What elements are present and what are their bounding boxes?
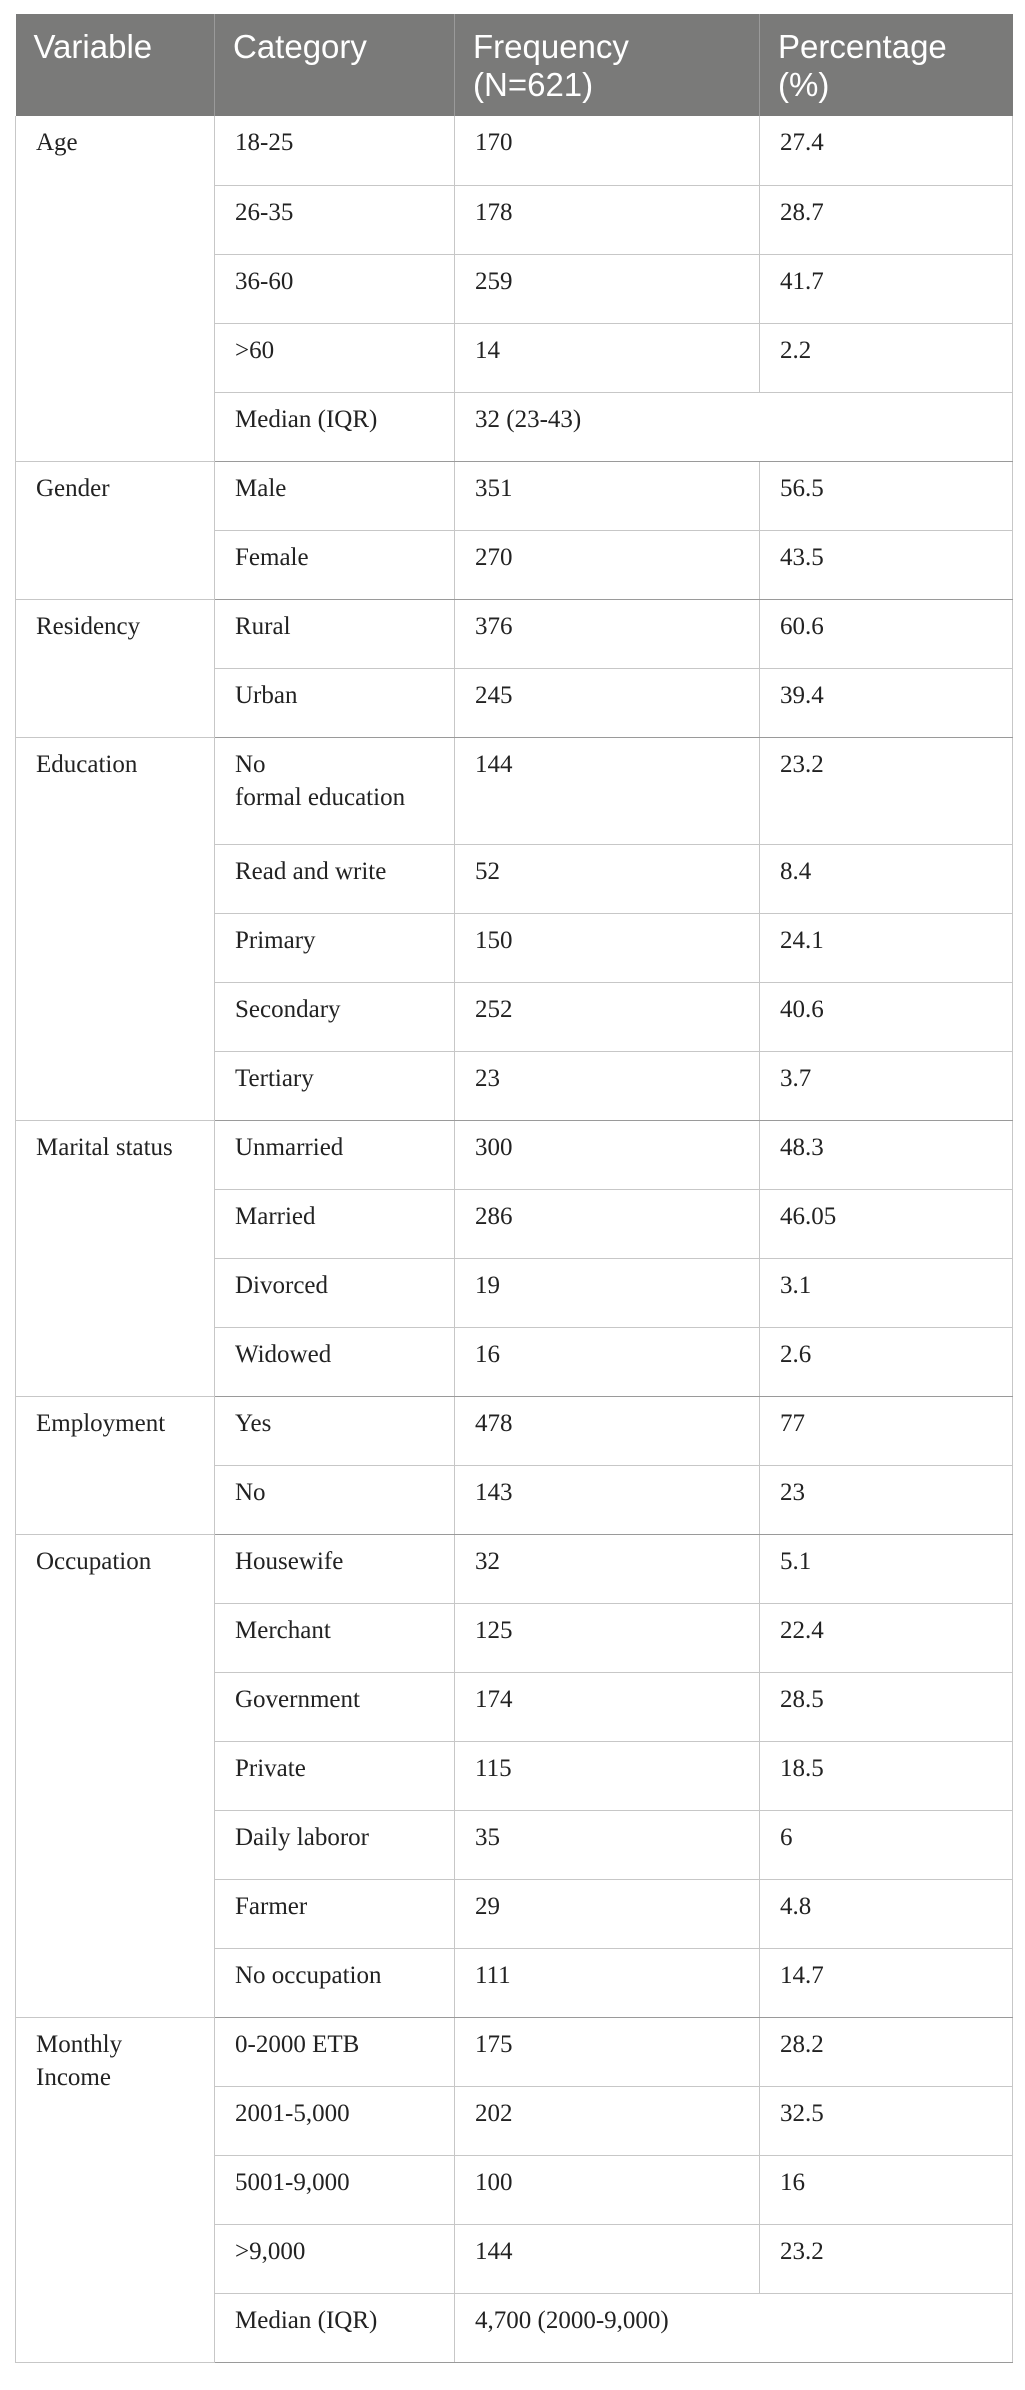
category-cell: Median (IQR)	[215, 392, 455, 461]
category-cell: Rural	[215, 599, 455, 668]
frequency-cell: 178	[455, 185, 760, 254]
percentage-cell: 23.2	[760, 737, 1013, 844]
percentage-cell: 8.4	[760, 844, 1013, 913]
frequency-cell: 259	[455, 254, 760, 323]
category-cell: Widowed	[215, 1327, 455, 1396]
percentage-cell: 27.4	[760, 116, 1013, 185]
percentage-cell: 39.4	[760, 668, 1013, 737]
percentage-cell: 14.7	[760, 1948, 1013, 2017]
table-row	[16, 116, 1013, 185]
percentage-cell: 5.1	[760, 1534, 1013, 1603]
frequency-cell: 478	[455, 1396, 760, 1465]
table-header-row	[16, 14, 1013, 116]
percentage-cell: 16	[760, 2155, 1013, 2224]
header-variable: Variable	[16, 14, 215, 116]
percentage-cell: 23	[760, 1465, 1013, 1534]
percentage-cell: 28.2	[760, 2017, 1013, 2086]
category-cell: Female	[215, 530, 455, 599]
frequency-cell: 115	[455, 1741, 760, 1810]
variable-cell-education: Education	[16, 737, 215, 1120]
frequency-cell: 23	[455, 1051, 760, 1120]
frequency-cell: 150	[455, 913, 760, 982]
percentage-cell: 28.5	[760, 1672, 1013, 1741]
frequency-cell: 202	[455, 2086, 760, 2155]
category-cell: No occupation	[215, 1948, 455, 2017]
percentage-cell: 24.1	[760, 913, 1013, 982]
category-cell: Merchant	[215, 1603, 455, 1672]
category-cell: 0-2000 ETB	[215, 2017, 455, 2086]
variable-cell-age: Age	[16, 116, 215, 461]
frequency-cell: 32	[455, 1534, 760, 1603]
percentage-cell: 46.05	[760, 1189, 1013, 1258]
variable-cell-residency: Residency	[16, 599, 215, 737]
category-cell: Tertiary	[215, 1051, 455, 1120]
frequency-cell: 125	[455, 1603, 760, 1672]
category-cell: 5001-9,000	[215, 2155, 455, 2224]
percentage-cell: 28.7	[760, 185, 1013, 254]
variable-cell-employment: Employment	[16, 1396, 215, 1534]
table-row	[16, 1534, 1013, 1603]
frequency-cell: 144	[455, 2224, 760, 2293]
category-cell: Housewife	[215, 1534, 455, 1603]
category-cell: No	[215, 1465, 455, 1534]
table-row	[16, 1396, 1013, 1465]
percentage-cell: 6	[760, 1810, 1013, 1879]
percentage-cell: 18.5	[760, 1741, 1013, 1810]
category-cell: Farmer	[215, 1879, 455, 1948]
frequency-cell: 29	[455, 1879, 760, 1948]
frequency-cell: 376	[455, 599, 760, 668]
category-cell: Divorced	[215, 1258, 455, 1327]
table-row	[16, 461, 1013, 530]
category-cell: 36-60	[215, 254, 455, 323]
table-row	[16, 737, 1013, 844]
table-row	[16, 2017, 1013, 2086]
category-cell: 26-35	[215, 185, 455, 254]
percentage-cell: 40.6	[760, 982, 1013, 1051]
frequency-cell: 286	[455, 1189, 760, 1258]
variable-cell-marital-status: Marital status	[16, 1120, 215, 1396]
demographics-table-container	[15, 14, 1012, 2363]
percentage-cell: 56.5	[760, 461, 1013, 530]
percentage-cell: 77	[760, 1396, 1013, 1465]
table-row	[16, 599, 1013, 668]
frequency-cell: 351	[455, 461, 760, 530]
header-percentage: Percentage (%)	[760, 14, 1013, 116]
category-cell: Government	[215, 1672, 455, 1741]
frequency-cell: 52	[455, 844, 760, 913]
category-cell: Yes	[215, 1396, 455, 1465]
percentage-cell: 60.6	[760, 599, 1013, 668]
category-cell: 18-25	[215, 116, 455, 185]
frequency-cell: 270	[455, 530, 760, 599]
category-cell: Read and write	[215, 844, 455, 913]
variable-cell-gender: Gender	[16, 461, 215, 599]
percentage-cell: 41.7	[760, 254, 1013, 323]
category-cell: Male	[215, 461, 455, 530]
frequency-cell: 35	[455, 1810, 760, 1879]
frequency-cell: 143	[455, 1465, 760, 1534]
variable-cell-occupation: Occupation	[16, 1534, 215, 2017]
percentage-cell: 43.5	[760, 530, 1013, 599]
demographics-table	[15, 14, 1013, 2363]
median-value-cell: 4,700 (2000-9,000)	[455, 2293, 1013, 2362]
percentage-cell: 23.2	[760, 2224, 1013, 2293]
median-value-cell: 32 (23-43)	[455, 392, 1013, 461]
percentage-cell: 4.8	[760, 1879, 1013, 1948]
percentage-cell: 22.4	[760, 1603, 1013, 1672]
percentage-cell: 3.1	[760, 1258, 1013, 1327]
variable-cell-monthly-income: Monthly Income	[16, 2017, 215, 2362]
percentage-cell: 32.5	[760, 2086, 1013, 2155]
table-row	[16, 1120, 1013, 1189]
frequency-cell: 174	[455, 1672, 760, 1741]
category-cell: Unmarried	[215, 1120, 455, 1189]
frequency-cell: 252	[455, 982, 760, 1051]
frequency-cell: 175	[455, 2017, 760, 2086]
category-cell: Daily laboror	[215, 1810, 455, 1879]
frequency-cell: 170	[455, 116, 760, 185]
category-cell: 2001-5,000	[215, 2086, 455, 2155]
frequency-cell: 300	[455, 1120, 760, 1189]
category-cell: >9,000	[215, 2224, 455, 2293]
percentage-cell: 2.6	[760, 1327, 1013, 1396]
frequency-cell: 100	[455, 2155, 760, 2224]
category-cell: Secondary	[215, 982, 455, 1051]
frequency-cell: 111	[455, 1948, 760, 2017]
frequency-cell: 19	[455, 1258, 760, 1327]
category-cell: Married	[215, 1189, 455, 1258]
header-frequency: Frequency (N=621)	[455, 14, 760, 116]
frequency-cell: 245	[455, 668, 760, 737]
category-cell: Median (IQR)	[215, 2293, 455, 2362]
header-category: Category	[215, 14, 455, 116]
frequency-cell: 16	[455, 1327, 760, 1396]
frequency-cell: 14	[455, 323, 760, 392]
category-cell: Urban	[215, 668, 455, 737]
category-cell: No formal education	[215, 737, 455, 844]
percentage-cell: 3.7	[760, 1051, 1013, 1120]
percentage-cell: 2.2	[760, 323, 1013, 392]
frequency-cell: 144	[455, 737, 760, 844]
category-cell: >60	[215, 323, 455, 392]
percentage-cell: 48.3	[760, 1120, 1013, 1189]
category-cell: Primary	[215, 913, 455, 982]
category-cell: Private	[215, 1741, 455, 1810]
